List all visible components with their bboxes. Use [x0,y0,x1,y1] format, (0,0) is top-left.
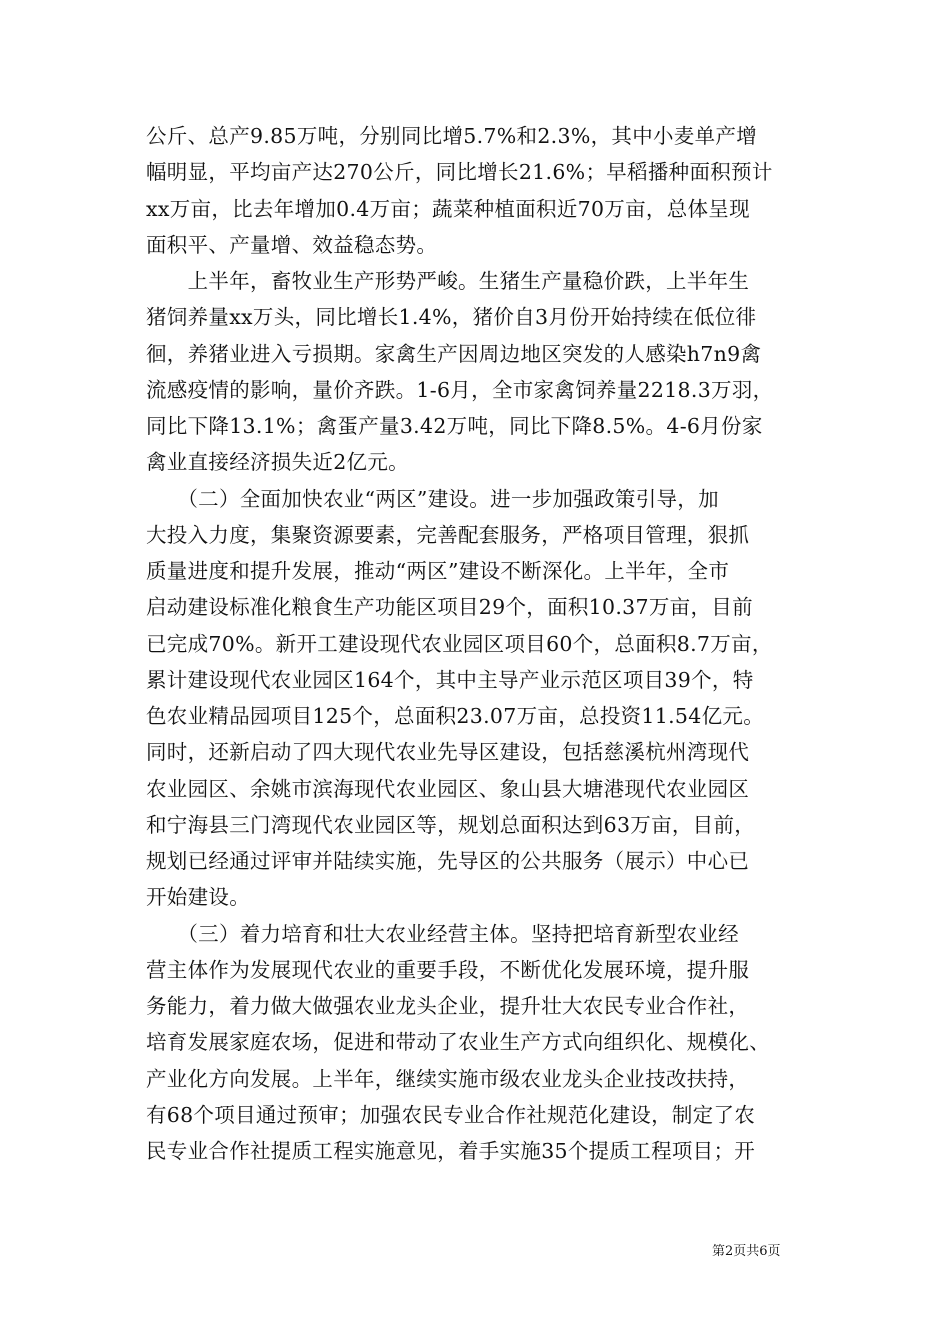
text-line-1: 公斤、总产9.85万吨，分别同比增5.7%和2.3%，其中小麦单产增 [146,124,758,148]
text-line-15: 已完成70%。新开工建设现代农业园区项目60个，总面积8.7万亩， [146,631,773,656]
text-line-29: 民专业合作社提质工程实施意见，着手实施35个提质工程项目；开 [146,1139,756,1163]
text-line-18: 同时，还新启动了四大现代农业先导区建设，包括慈溪杭州湾现代 [146,740,750,765]
text-line-10: 禽业直接经济损失近2亿元。 [146,450,409,475]
text-line-20: 和宁海县三门湾现代农业园区等，规划总面积达到63万亩，目前， [146,812,756,837]
text-line-26: 培育发展家庭农场，促进和带动了农业生产方式向组织化、规模化、 [146,1030,770,1055]
text-line-3: xx万亩，比去年增加0.4万亩；蔬菜种植面积近70万亩，总体呈现 [146,196,750,221]
text-line-21: 规划已经通过评审并陆续实施，先导区的公共服务（展示）中心已 [146,849,750,873]
text-line-24: 营主体作为发展现代农业的重要手段，不断优化发展环境，提升服 [146,957,750,982]
text-line-2: 幅明显，平均亩产达270公斤，同比增长21.6%；早稻播种面积预计 [146,160,773,185]
text-line-23: （三）着力培育和壮大农业经营主体。坚持把培育新型农业经 [146,921,739,946]
page-number-footer: 第2页共6页 [712,1244,781,1259]
text-line-9: 同比下降13.1%；禽蛋产量3.42万吨，同比下降8.5%。4-6月份家 [146,414,763,438]
text-line-28: 有68个项目通过预审；加强农民专业合作社规范化建设，制定了农 [146,1102,756,1127]
text-line-17: 色农业精品园项目125个，总面积23.07万亩，总投资11.54亿元。 [146,704,765,728]
text-line-14: 启动建设标准化粮食生产功能区项目29个，面积10.37万亩，目前 [146,595,753,620]
text-line-5: 上半年，畜牧业生产形势严峻。生猪生产量稳价跌，上半年生 [146,269,750,293]
text-line-27: 产业化方向发展。上半年，继续实施市级农业龙头企业技改扶持， [146,1066,750,1091]
text-line-11: （二）全面加快农业“两区”建设。进一步加强政策引导，加 [146,486,719,511]
text-line-7: 徊，养猪业进入亏损期。家禽生产因周边地区突发的人感染h7n9禽 [146,341,762,366]
text-line-16: 累计建设现代农业园区164个，其中主导产业示范区项目39个，特 [146,667,754,692]
text-line-8: 流感疫情的影响，量价齐跌。1-6月，全市家禽饲养量2218.3万羽， [146,377,774,402]
text-line-25: 务能力，着力做大做强农业龙头企业，提升壮大农民专业合作社， [146,994,750,1018]
text-line-12: 大投入力度，集聚资源要素，完善配套服务，严格项目管理，狠抓 [146,522,750,547]
text-line-6: 猪饲养量xx万头，同比增长1.4%，猪价自3月份开始持续在低位徘 [146,305,757,330]
document-body [146,118,804,1169]
text-line-4: 面积平、产量增、效益稳态势。 [146,232,438,257]
text-line-22: 开始建设。 [146,885,250,910]
text-line-19: 农业园区、余姚市滨海现代农业园区、象山县大塘港现代农业园区 [146,776,750,801]
text-line-13: 质量进度和提升发展，推动“两区”建设不断深化。上半年，全市 [146,559,730,583]
